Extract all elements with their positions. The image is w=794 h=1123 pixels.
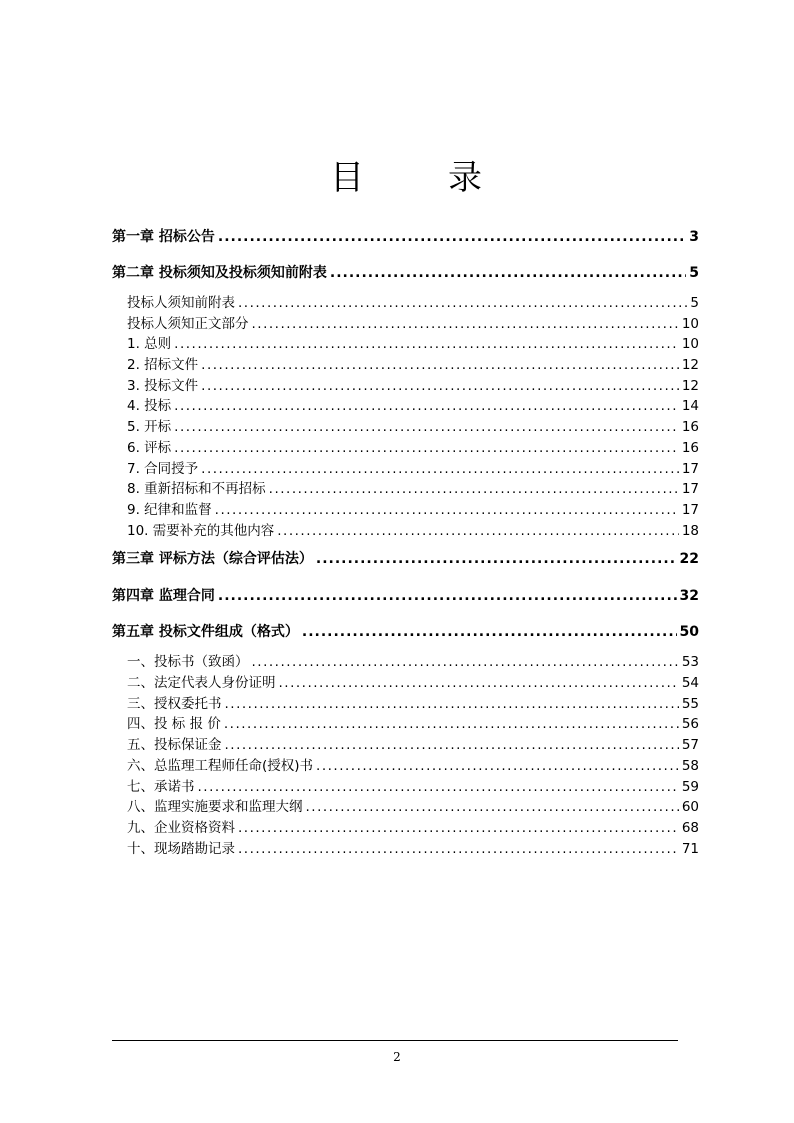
toc-leader-dots — [225, 737, 679, 753]
toc-entry[interactable] — [127, 754, 699, 774]
toc-entry[interactable] — [127, 775, 699, 795]
toc-page-number: 10 — [681, 316, 699, 332]
toc-leader-dots — [269, 481, 679, 497]
toc-entry[interactable] — [127, 692, 699, 712]
toc-leader-dots — [316, 758, 679, 774]
toc-leader-dots — [238, 295, 687, 311]
toc-leader-dots — [252, 316, 679, 332]
toc-entry[interactable] — [127, 816, 699, 836]
toc-chapter-5[interactable] — [112, 621, 699, 641]
toc-page-number: 5 — [690, 295, 699, 311]
toc-entry-label: 投标人须知正文部分 — [127, 316, 249, 332]
toc-entry-label: 5. 开标 — [127, 419, 172, 435]
toc-chapter-label: 第三章 评标方法（综合评估法） — [112, 551, 313, 567]
toc-page-number: 16 — [681, 419, 699, 435]
toc-page-number: 17 — [681, 461, 699, 477]
toc-entry-label: 7. 合同授予 — [127, 461, 199, 477]
toc-entry-label: 9. 纪律和监督 — [127, 502, 212, 518]
toc-leader-dots — [224, 716, 679, 732]
toc-page-number: 53 — [681, 654, 699, 670]
toc-entry-label: 九、企业资格资料 — [127, 820, 235, 836]
toc-entry-label: 1. 总则 — [127, 336, 172, 352]
toc-page-number: 12 — [681, 378, 699, 394]
toc-leader-dots — [215, 502, 679, 518]
toc-leader-dots — [218, 229, 686, 245]
toc-leader-dots — [306, 799, 679, 815]
toc-chapter-label: 第二章 投标须知及投标须知前附表 — [112, 265, 327, 281]
toc-chapter-3[interactable] — [112, 548, 699, 568]
toc-entry-label: 八、监理实施要求和监理大纲 — [127, 799, 303, 815]
toc-leader-dots — [330, 265, 686, 281]
toc-entry[interactable] — [127, 312, 699, 332]
toc-entry-label: 七、承诺书 — [127, 779, 195, 795]
toc-entry[interactable] — [127, 457, 699, 477]
toc-entry[interactable] — [127, 353, 699, 373]
toc-entry-label: 三、授权委托书 — [127, 696, 222, 712]
toc-entry[interactable] — [127, 837, 699, 857]
toc-entry[interactable] — [127, 795, 699, 815]
toc-page-number: 14 — [681, 398, 699, 414]
toc-page-number: 18 — [681, 523, 699, 539]
toc-entry[interactable] — [127, 394, 699, 414]
toc-entry[interactable] — [127, 733, 699, 753]
toc-leader-dots — [198, 779, 679, 795]
toc-leader-dots — [174, 440, 679, 456]
toc-entry-label: 2. 招标文件 — [127, 357, 199, 373]
page-number: 2 — [393, 1050, 401, 1064]
toc-page-number: 22 — [679, 551, 699, 567]
toc-page-number: 55 — [681, 696, 699, 712]
toc-page-number: 17 — [681, 502, 699, 518]
toc-entry-label: 六、总监理工程师任命(授权)书 — [127, 758, 314, 774]
toc-page-number: 56 — [681, 716, 699, 732]
toc-leader-dots — [238, 820, 679, 836]
toc-leader-dots — [225, 696, 679, 712]
toc-leader-dots — [174, 398, 679, 414]
toc-chapter-1[interactable] — [112, 226, 699, 246]
toc-title-char-1: 目 — [330, 158, 364, 198]
toc-entry[interactable] — [127, 519, 699, 539]
toc-entry-label: 四、投 标 报 价 — [127, 716, 221, 732]
toc-leader-dots — [174, 336, 679, 352]
toc-entry-label: 十、现场踏勘记录 — [127, 841, 235, 857]
toc-page-number: 68 — [681, 820, 699, 836]
toc-chapter-label: 第一章 招标公告 — [112, 229, 215, 245]
toc-entry[interactable] — [127, 436, 699, 456]
toc-entry-label: 3. 投标文件 — [127, 378, 199, 394]
toc-page-number: 60 — [681, 799, 699, 815]
toc-page-number: 58 — [681, 758, 699, 774]
toc-leader-dots — [174, 419, 679, 435]
toc-entry-label: 二、法定代表人身份证明 — [127, 675, 276, 691]
toc-entry[interactable] — [127, 374, 699, 394]
toc-entry[interactable] — [127, 415, 699, 435]
toc-leader-dots — [201, 378, 679, 394]
toc-page-number: 10 — [681, 336, 699, 352]
toc-page-number: 17 — [681, 481, 699, 497]
toc-page-number: 50 — [679, 624, 699, 640]
toc-leader-dots — [279, 675, 679, 691]
toc-entry-label: 10. 需要补充的其他内容 — [127, 523, 275, 539]
toc-leader-dots — [316, 551, 677, 567]
toc-leader-dots — [252, 654, 679, 670]
toc-entry[interactable] — [127, 712, 699, 732]
toc-entry-label: 4. 投标 — [127, 398, 172, 414]
toc-page-number: 12 — [681, 357, 699, 373]
toc-entry-label: 6. 评标 — [127, 440, 172, 456]
toc-page-number: 16 — [681, 440, 699, 456]
toc-entry[interactable] — [127, 477, 699, 497]
toc-leader-dots — [277, 523, 679, 539]
toc-leader-dots — [238, 841, 679, 857]
toc-page-number: 5 — [689, 265, 699, 281]
toc-entry[interactable] — [127, 671, 699, 691]
toc-page-number: 71 — [681, 841, 699, 857]
toc-chapter-2[interactable] — [112, 262, 699, 282]
toc-entry[interactable] — [127, 650, 699, 670]
toc-entry-label: 一、投标书（致函） — [127, 654, 249, 670]
toc-page-number: 54 — [681, 675, 699, 691]
toc-entry-label: 五、投标保证金 — [127, 737, 222, 753]
toc-page-number: 3 — [689, 229, 699, 245]
toc-leader-dots — [218, 588, 677, 604]
toc-leader-dots — [201, 357, 679, 373]
toc-leader-dots — [201, 461, 679, 477]
toc-leader-dots — [302, 624, 677, 640]
toc-page-number: 32 — [679, 588, 699, 604]
toc-entry-label: 8. 重新招标和不再招标 — [127, 481, 266, 497]
toc-entry-label: 投标人须知前附表 — [127, 295, 235, 311]
toc-title-char-2: 录 — [448, 158, 482, 198]
toc-entry[interactable] — [127, 332, 699, 352]
toc-page-number: 59 — [681, 779, 699, 795]
toc-chapter-label: 第五章 投标文件组成（格式） — [112, 624, 299, 640]
toc-chapter-label: 第四章 监理合同 — [112, 588, 215, 604]
toc-entry[interactable] — [127, 498, 699, 518]
toc-page-number: 57 — [681, 737, 699, 753]
footer-divider — [112, 1040, 678, 1041]
toc-chapter-4[interactable] — [112, 585, 699, 605]
toc-entry[interactable] — [127, 291, 699, 311]
